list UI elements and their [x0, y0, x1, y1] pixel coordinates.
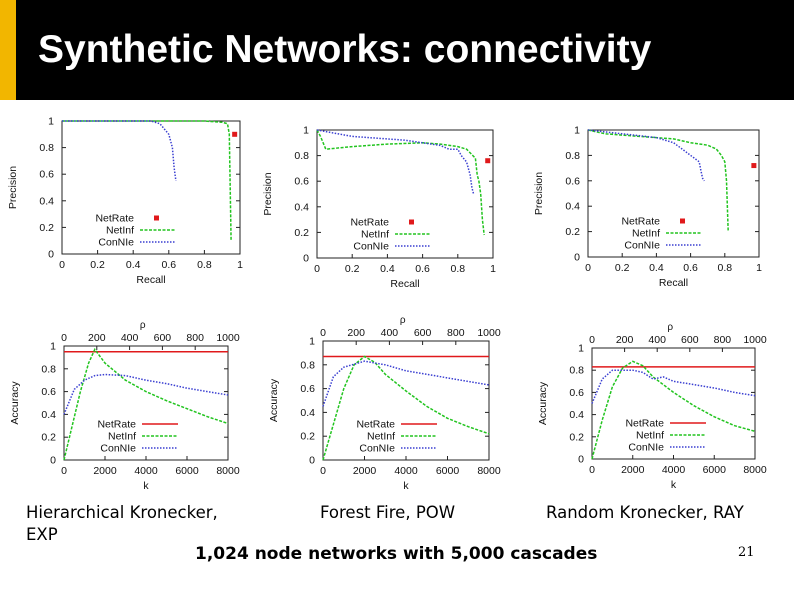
x2-tick-label: 0: [61, 332, 67, 344]
legend-swatch: [680, 219, 685, 224]
x-tick-label: 0.6: [161, 259, 177, 271]
y-tick-label: 0.2: [569, 431, 584, 444]
x-tick-label: 0: [314, 263, 320, 275]
x-tick-label: 0.4: [125, 259, 141, 271]
y-tick-label: 0: [309, 454, 315, 467]
y-tick-label: 0.8: [41, 363, 56, 376]
x2-tick-label: 600: [413, 327, 432, 339]
legend-swatch: [154, 216, 159, 221]
legend-label: NetInf: [631, 227, 660, 240]
chart-acc-forest-fire: [265, 308, 530, 498]
x-tick-label: 0: [320, 465, 326, 477]
x2-tick-label: 600: [681, 334, 699, 346]
y-tick-label: 1: [50, 340, 56, 353]
x-axis-label: k: [143, 480, 149, 492]
legend-label: NetInf: [107, 430, 136, 443]
legend-label: ConNIe: [353, 240, 389, 253]
y-tick-label: 0.2: [565, 226, 580, 239]
plot-frame: [588, 130, 759, 257]
data-point-netrate: [232, 132, 237, 137]
legend-swatch: [409, 220, 414, 225]
y-tick-label: 0.4: [569, 409, 584, 422]
x2-tick-label: 200: [615, 334, 634, 346]
x-tick-label: 0.4: [380, 263, 395, 275]
x-tick-label: 1: [237, 259, 243, 271]
y-tick-label: 0: [48, 248, 54, 261]
x-tick-label: 1: [756, 262, 762, 274]
footer-caption: 1,024 node networks with 5,000 cascades: [195, 544, 598, 564]
x-tick-label: 6000: [435, 465, 460, 477]
x-tick-label: 0: [59, 259, 65, 271]
plot-frame: [323, 341, 489, 460]
chart-pr-forest-fire: [262, 110, 530, 305]
y-tick-label: 0.6: [569, 386, 584, 399]
x-axis-label: k: [403, 480, 409, 492]
chart-acc-random-kron: [529, 308, 794, 498]
y-tick-label: 0.6: [39, 168, 54, 181]
y-tick-label: 1: [574, 124, 580, 137]
x-tick-label: 0.6: [683, 262, 698, 274]
caption-hier-kron: Hierarchical Kronecker,: [26, 503, 218, 522]
x-tick-label: 0: [61, 465, 67, 477]
slide-number: 21: [738, 545, 755, 560]
y-tick-label: 0.8: [565, 149, 580, 162]
y-axis-label: Precision: [262, 172, 274, 216]
x2-tick-label: 200: [347, 327, 365, 339]
x2-tick-label: 800: [447, 327, 465, 339]
legend-label: ConNIe: [98, 236, 134, 249]
x2-axis-label: ρ: [139, 320, 146, 331]
y-axis-label: Precision: [533, 171, 545, 216]
y-tick-label: 0.2: [300, 430, 315, 443]
y-axis-label: Accuracy: [537, 381, 549, 426]
x-tick-label: 4000: [134, 465, 158, 477]
series-line-netinf: [317, 130, 484, 235]
y-tick-label: 1: [48, 115, 54, 128]
legend-label: ConNIe: [100, 442, 136, 455]
chart-acc-hier-kron: [0, 308, 265, 498]
x2-tick-label: 600: [153, 332, 172, 344]
x-tick-label: 4000: [394, 465, 418, 477]
x-tick-label: 6000: [175, 465, 199, 477]
legend-label: NetInf: [360, 228, 389, 241]
plot-frame: [592, 348, 755, 459]
data-point-netrate: [751, 163, 756, 168]
y-tick-label: 0.6: [565, 175, 580, 188]
x2-tick-label: 800: [713, 334, 732, 346]
x2-axis-label: ρ: [399, 315, 406, 326]
x2-axis-label: ρ: [667, 322, 674, 333]
x-axis-label: Recall: [390, 278, 420, 290]
series-line-connie: [64, 375, 228, 415]
y-tick-label: 0.2: [41, 431, 56, 444]
y-tick-label: 0.6: [41, 386, 56, 399]
series-line-netinf: [64, 349, 228, 460]
legend-label: NetRate: [625, 417, 664, 430]
y-tick-label: 1: [303, 124, 309, 137]
y-tick-label: 0.4: [300, 406, 315, 419]
series-line-netinf: [62, 121, 231, 241]
x-axis-label: k: [670, 479, 677, 491]
y-tick-label: 0.8: [294, 150, 309, 163]
series-line-connie: [62, 121, 176, 181]
x-tick-label: 8000: [743, 464, 767, 476]
x-tick-label: 0.8: [717, 262, 733, 274]
x2-tick-label: 0: [589, 334, 595, 346]
x-tick-label: 0.2: [90, 259, 105, 271]
legend-label: NetInf: [635, 429, 664, 442]
y-tick-label: 0.8: [300, 359, 315, 372]
plot-frame: [62, 121, 240, 254]
x-tick-label: 0: [585, 262, 591, 274]
x2-tick-label: 1000: [216, 332, 240, 344]
x-tick-label: 8000: [477, 465, 501, 477]
x-tick-label: 0: [589, 464, 595, 476]
y-tick-label: 0.6: [294, 175, 309, 188]
series-line-netinf: [592, 361, 755, 459]
x2-tick-label: 400: [648, 334, 666, 346]
x-tick-label: 0.2: [614, 262, 630, 274]
caption-forest-fire: Forest Fire, POW: [320, 503, 456, 522]
y-tick-label: 0.2: [294, 226, 309, 239]
x2-tick-label: 800: [186, 332, 204, 344]
legend-label: NetRate: [97, 418, 136, 431]
y-tick-label: 0.4: [294, 201, 309, 214]
y-axis-label: Accuracy: [268, 378, 280, 423]
y-tick-label: 0: [50, 454, 56, 467]
caption-random-kron: Random Kronecker, RAY: [546, 503, 744, 522]
x2-tick-label: 0: [320, 327, 326, 339]
y-tick-label: 0: [303, 252, 309, 265]
x2-tick-label: 1000: [477, 327, 501, 339]
y-tick-label: 0.8: [569, 364, 584, 377]
legend-label: NetInf: [105, 224, 134, 237]
y-tick-label: 0.4: [41, 408, 56, 421]
legend-label: NetInf: [366, 430, 395, 443]
x-axis-label: Recall: [136, 274, 166, 286]
y-tick-label: 0.6: [300, 383, 315, 396]
y-tick-label: 0.4: [39, 195, 54, 208]
x-tick-label: 0.4: [649, 262, 664, 274]
legend-label: NetRate: [621, 215, 660, 228]
title-accent-stripe: [0, 0, 16, 100]
x-tick-label: 0.8: [450, 263, 466, 275]
y-axis-label: Precision: [7, 165, 19, 210]
x-tick-label: 1: [490, 263, 496, 275]
legend-label: NetRate: [350, 216, 389, 229]
x-axis-label: Recall: [658, 277, 689, 289]
x-tick-label: 6000: [702, 464, 726, 476]
x-tick-label: 4000: [661, 464, 686, 476]
caption-hier-kron-line2: EXP: [26, 525, 58, 544]
x2-tick-label: 400: [380, 327, 399, 339]
y-tick-label: 0: [574, 251, 580, 264]
chart-pr-random-kron: [529, 110, 794, 305]
y-tick-label: 1: [578, 342, 584, 355]
x-tick-label: 0.8: [197, 259, 212, 271]
x-tick-label: 2000: [621, 464, 645, 476]
series-line-netinf: [323, 357, 489, 461]
legend-label: ConNIe: [628, 441, 664, 454]
chart-pr-hier-kron: [0, 110, 265, 305]
y-axis-label: Accuracy: [9, 381, 21, 425]
series-line-connie: [323, 361, 489, 406]
y-tick-label: 0: [578, 453, 584, 466]
x2-tick-label: 200: [88, 332, 106, 344]
legend-label: ConNIe: [624, 239, 660, 252]
legend-label: NetRate: [95, 212, 134, 225]
x2-tick-label: 400: [120, 332, 139, 344]
legend-label: NetRate: [356, 418, 395, 431]
series-line-connie: [317, 130, 474, 194]
x2-tick-label: 1000: [743, 334, 767, 346]
data-point-netrate: [485, 158, 490, 163]
y-tick-label: 0.2: [39, 221, 54, 234]
slide-title: Synthetic Networks: connectivity: [38, 28, 652, 71]
series-line-connie: [592, 370, 755, 403]
x-tick-label: 2000: [93, 465, 117, 477]
x-tick-label: 0.6: [415, 263, 430, 275]
x-tick-label: 2000: [352, 465, 377, 477]
x-tick-label: 0.2: [344, 263, 360, 275]
y-tick-label: 0.4: [565, 200, 580, 213]
y-tick-label: 0.8: [39, 142, 54, 155]
legend-label: ConNIe: [359, 442, 395, 455]
x-tick-label: 8000: [216, 465, 240, 477]
y-tick-label: 1: [309, 335, 315, 348]
